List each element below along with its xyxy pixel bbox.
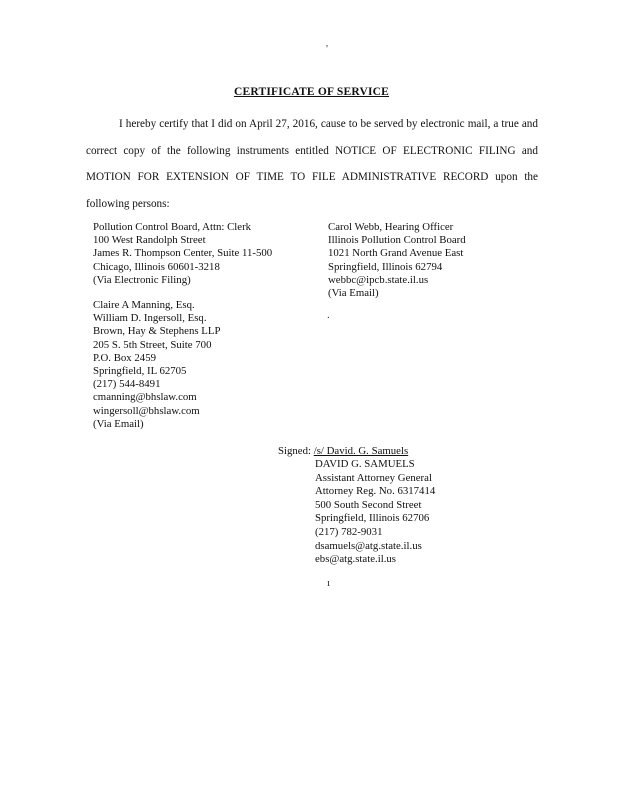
signature-label: Signed: [278,445,311,457]
signature-line [278,445,408,458]
scan-mark: . [327,309,330,321]
scan-mark: ı [327,577,331,589]
signer-line: DAVID G. SAMUELS [315,458,415,470]
address-line: 1021 North Grand Avenue East [328,247,464,260]
certification-paragraph: I hereby certify that I did on April 27, 2016, cause to be served by electronic mail, a true and correct copy of the following instruments entitled NOTICE OF ELECTRONIC FILING and MOTION FOR EXTENSION OF TIME TO FILE ADMINISTRATIVE RECORD upon the following persons: [86,118,538,210]
electronic-signature: /s/ David. G. Samuels [313,445,409,457]
signer-block [315,458,435,567]
address-line: Brown, Hay & Stephens LLP [93,325,221,338]
address-line: P.O. Box 2459 [93,351,156,364]
address-line: (217) 544-8491 [93,378,161,391]
address-line: Chicago, Illinois 60601-3218 [93,260,220,273]
address-line: James R. Thompson Center, Suite 11-500 [93,247,273,260]
recipient-clerk [93,221,272,287]
address-line: Claire A Manning, Esq. [93,299,195,311]
signer-line: (217) 782-9031 [315,525,383,538]
scan-mark: ' [326,43,328,55]
signer-line: ebs@atg.state.il.us [315,553,397,566]
signer-line: dsamuels@atg.state.il.us [315,539,422,552]
address-line: webbc@ipcb.state.il.us [328,273,429,286]
recipient-hearing-officer [328,221,466,300]
signer-line: 500 South Second Street [315,498,422,511]
address-line: cmanning@bhslaw.com [93,391,197,404]
address-line: wingersoll@bhslaw.com [93,404,200,417]
address-line: (Via Email) [93,417,144,430]
address-line: Pollution Control Board, Attn: Clerk [93,221,252,233]
address-line: William D. Ingersoll, Esq. [93,312,207,325]
address-line: Springfield, IL 62705 [93,365,187,378]
recipient-counsel [93,299,220,431]
signer-line: Attorney Reg. No. 6317414 [315,485,436,498]
address-line: (Via Electronic Filing) [93,273,191,286]
signer-line: Springfield, Illinois 62706 [315,512,430,525]
address-line: 100 West Randolph Street [93,234,206,247]
signer-line: Assistant Attorney General [315,471,432,484]
address-line: Illinois Pollution Control Board [328,234,466,247]
address-line: 205 S. 5th Street, Suite 700 [93,338,212,351]
address-line: Springfield, Illinois 62794 [328,260,443,273]
address-line: Carol Webb, Hearing Officer [328,221,454,233]
address-line: (Via Email) [328,287,379,300]
document-title: CERTIFICATE OF SERVICE [233,86,390,98]
